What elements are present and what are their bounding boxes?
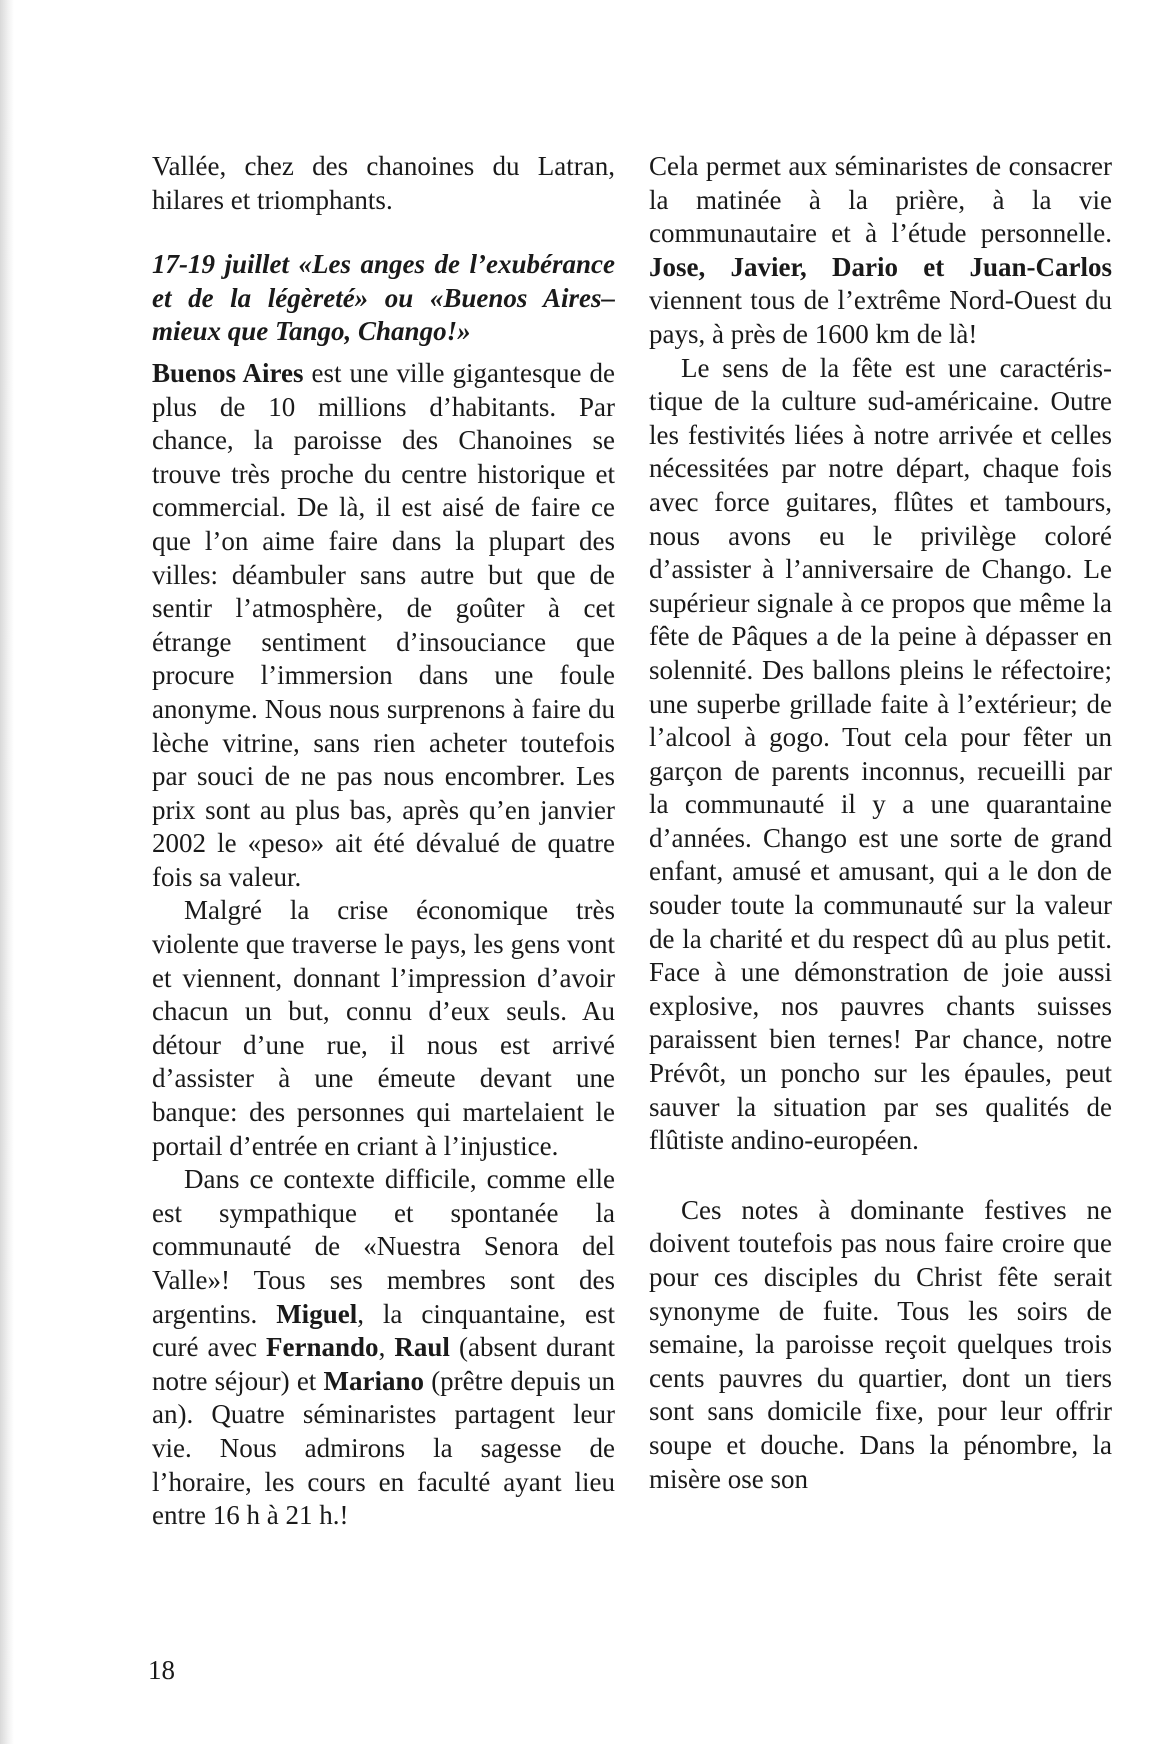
paragraph-text: est une ville gigantesque de plus de 10 millions d’habitants. Par chance, la paroisse des Chanoines se trouve très proche du centre historique et commercial. De là, il est aisé de faire ce que l’on aime faire dans la plupart des villes: déambuler sans autre but que de sentir l’atmosphère, de goûter à cet étrange sentiment d’insouciance que procure l’immersion dans une foule anonyme. Nous nous surprenons à faire du lèche vitrine, sans rien acheter toutefois par souci de ne pas nous encombrer. Les prix sont au plus bas, après qu’en janvier 2002 le «peso» ait été dévalué de quatre fois sa valeur. xyxy=(152,357,615,892)
paragraph-text: Cela permet aux séminaristes de consacrer la matinée à la prière, à la vie communautaire et à l’étude personnelle. xyxy=(649,151,1112,249)
paragraph-text: (absent durant notre séjour) et xyxy=(152,1332,615,1396)
paragraph-text: , xyxy=(378,1332,395,1363)
section-heading: 17-19 juillet «Les anges de l’exubérance et de la légèreté» ou «Buenos Aires– mieux que Tango, Chango!» xyxy=(152,249,615,347)
paragraph-text: , la cinquantaine, est curé avec xyxy=(152,1298,616,1363)
paragraph-festivity: Le sens de la fête est une caractéristique de la culture sud-américaine. Outre les festivités liées à notre arrivée et celles nécessitées par notre départ, chaque fois avec force guitares, flûtes et tambours, nous avons eu le privilège coloré d’assister à l’anniversaire de Chango. Le supérieur signale à ce propos que même la fête de Pâques a de la peine à dépasser en solennité. Des ballons pleins le réfectoire; une superbe grillade faite à l’extérieur; de l’alcool à gogo. Tout cela pour fêter un garçon de parents inconnus, recueilli par la communauté il y a une quarantaine d’années. Chango est une sorte de grand enfant, amusé et amusant, qui a le don de souder toute la communauté sur la valeur de la charité et du respect dû au plus petit. Face à une démonstration de joie aussi explosive, nos pauvres chants suisses paraissent bien ternes! Par chance, notre Prévôt, un poncho sur les épaules, peut sauver la situation par ses qualités de flûtiste andino-européen. xyxy=(649,352,1112,1156)
paragraph-community xyxy=(152,1163,615,1533)
left-column xyxy=(152,150,615,1533)
bold-name-miguel: Miguel xyxy=(276,1298,358,1329)
page-number: 18 xyxy=(148,1655,175,1685)
bold-name-mariano: Mariano xyxy=(323,1365,424,1396)
paragraph-text: viennent tous de l’extrême Nord-Ouest du pays, à près de 1600 km de là! xyxy=(649,285,1112,349)
right-column xyxy=(649,150,1112,1496)
bold-name-fernando: Fernando xyxy=(266,1332,379,1363)
intro-paragraph: Vallée, chez des chanoines du Latran, hilares et triomphants. xyxy=(152,151,615,215)
paragraph-text: Dans ce contexte difficile, comme elle est sympathique et spontanée la communauté de «Nuestra Senora del Valle»! Tous ses membres sont des argentins. xyxy=(152,1164,615,1329)
bold-names-seminarists: Jose, Javier, Dario et Juan-Carlos xyxy=(649,251,1112,282)
paragraph-seminarists xyxy=(649,150,1112,352)
page-binding-edge xyxy=(0,0,14,1744)
paragraph-gap xyxy=(649,1158,1112,1194)
paragraph-buenos-aires xyxy=(152,357,615,895)
paragraph-crisis: Malgré la crise économique très violente que traverse le pays, les gens vont et viennent, donnant l’impression d’avoir chacun un but, connu d’eux seuls. Au détour d’une rue, il nous est arrivé d’assister à une émeute devant une banque: des personnes qui martelaient le portail d’entrée en criant à l’injustice. xyxy=(152,895,615,1161)
paragraph-poverty: Ces notes à dominante festives ne doivent toutefois pas nous faire croire que pour ces disciples du Christ fête serait synonyme de fuite. Tous les soirs de semaine, la paroisse reçoit quelques trois cents pauvres du quartier, dont un tiers sont sans domicile fixe, pour leur offrir soupe et douche. Dans la pénombre, la misère ose son xyxy=(649,1194,1112,1494)
bold-place-name: Buenos Aires xyxy=(152,357,304,388)
paragraph-text: (prêtre depuis un an). Quatre séminaristes partagent leur vie. Nous admirons la sagesse de l’horaire, les cours en faculté ayant lieu entre 16 h à 21 h.! xyxy=(152,1365,615,1531)
bold-name-raul: Raul xyxy=(394,1332,450,1363)
